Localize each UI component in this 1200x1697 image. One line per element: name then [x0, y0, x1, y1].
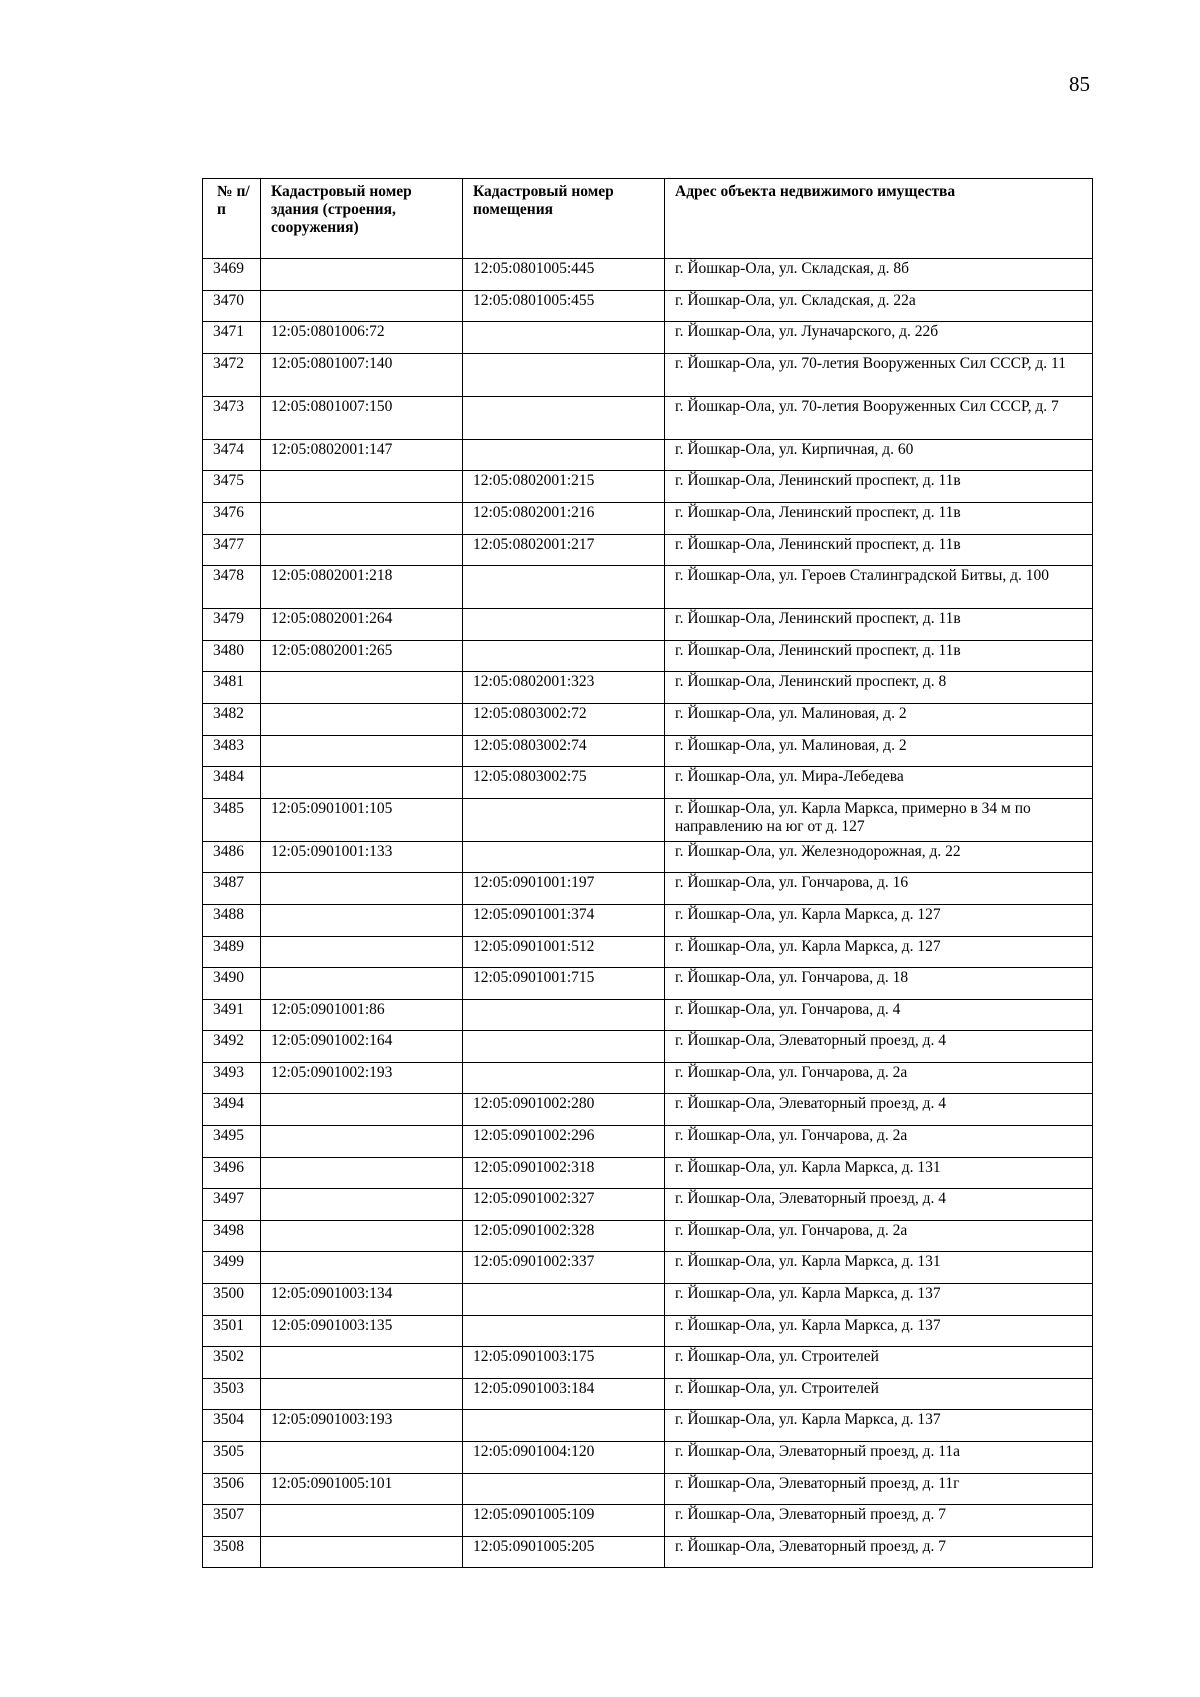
header-building-cadastral-number: Кадастровый номер здания (строения, сооружения) — [261, 179, 463, 259]
table-row — [203, 322, 1093, 354]
cell-building-cadastral-number — [261, 1094, 463, 1126]
cell-address: г. Йошкар-Ола, ул. Карла Маркса, д. 127 — [665, 936, 1093, 968]
cell-row-number: 3490 — [203, 968, 261, 1000]
table-row — [203, 672, 1093, 704]
cell-building-cadastral-number — [261, 1505, 463, 1537]
cell-row-number: 3473 — [203, 396, 261, 439]
cell-building-cadastral-number: 12:05:0901002:193 — [261, 1062, 463, 1094]
cell-building-cadastral-number: 12:05:0901001:86 — [261, 999, 463, 1031]
cell-building-cadastral-number — [261, 936, 463, 968]
cell-premises-cadastral-number: 12:05:0802001:216 — [463, 502, 665, 534]
cell-row-number: 3483 — [203, 735, 261, 767]
cell-premises-cadastral-number — [463, 841, 665, 873]
cell-building-cadastral-number: 12:05:0802001:264 — [261, 609, 463, 641]
cell-row-number: 3493 — [203, 1062, 261, 1094]
cell-premises-cadastral-number: 12:05:0901004:120 — [463, 1442, 665, 1474]
cell-address: г. Йошкар-Ола, ул. Гончарова, д. 16 — [665, 873, 1093, 905]
table-row — [203, 259, 1093, 291]
table-row — [203, 904, 1093, 936]
cell-building-cadastral-number — [261, 1442, 463, 1474]
table-row — [203, 1378, 1093, 1410]
cell-address: г. Йошкар-Ола, ул. Гончарова, д. 2а — [665, 1126, 1093, 1158]
cell-address: г. Йошкар-Ола, ул. Малиновая, д. 2 — [665, 703, 1093, 735]
cell-address: г. Йошкар-Ола, Ленинский проспект, д. 11в — [665, 640, 1093, 672]
cell-premises-cadastral-number — [463, 640, 665, 672]
cell-row-number: 3482 — [203, 703, 261, 735]
cell-premises-cadastral-number: 12:05:0901001:715 — [463, 968, 665, 1000]
table-row — [203, 1157, 1093, 1189]
cell-address: г. Йошкар-Ола, Ленинский проспект, д. 11в — [665, 534, 1093, 566]
cell-building-cadastral-number: 12:05:0901003:135 — [261, 1315, 463, 1347]
header-row-number: № п/п — [203, 179, 261, 259]
cell-premises-cadastral-number: 12:05:0901002:318 — [463, 1157, 665, 1189]
cell-row-number: 3495 — [203, 1126, 261, 1158]
cell-row-number: 3474 — [203, 439, 261, 471]
cell-address: г. Йошкар-Ола, ул. Строителей — [665, 1378, 1093, 1410]
cell-building-cadastral-number — [261, 290, 463, 322]
cell-building-cadastral-number: 12:05:0901005:101 — [261, 1473, 463, 1505]
cell-row-number: 3485 — [203, 798, 261, 841]
cell-premises-cadastral-number: 12:05:0901002:337 — [463, 1252, 665, 1284]
table-row — [203, 1315, 1093, 1347]
cell-building-cadastral-number — [261, 259, 463, 291]
table-row — [203, 290, 1093, 322]
cell-premises-cadastral-number — [463, 1410, 665, 1442]
cell-row-number: 3471 — [203, 322, 261, 354]
cell-premises-cadastral-number: 12:05:0901002:328 — [463, 1220, 665, 1252]
cell-row-number: 3481 — [203, 672, 261, 704]
cell-premises-cadastral-number: 12:05:0901005:205 — [463, 1536, 665, 1568]
cell-premises-cadastral-number: 12:05:0802001:323 — [463, 672, 665, 704]
cell-premises-cadastral-number — [463, 322, 665, 354]
cell-row-number: 3487 — [203, 873, 261, 905]
cell-row-number: 3503 — [203, 1378, 261, 1410]
cell-row-number: 3479 — [203, 609, 261, 641]
table-row — [203, 609, 1093, 641]
cell-premises-cadastral-number — [463, 353, 665, 396]
cell-building-cadastral-number — [261, 904, 463, 936]
table-row — [203, 1473, 1093, 1505]
table-header — [203, 179, 1093, 259]
table-body — [203, 259, 1093, 1568]
cell-row-number: 3469 — [203, 259, 261, 291]
cell-address: г. Йошкар-Ола, ул. Карла Маркса, д. 131 — [665, 1252, 1093, 1284]
table-row — [203, 1189, 1093, 1221]
cell-premises-cadastral-number — [463, 439, 665, 471]
cell-premises-cadastral-number: 12:05:0901001:512 — [463, 936, 665, 968]
header-premises-cadastral-number: Кадастровый номер помещения — [463, 179, 665, 259]
table-row — [203, 353, 1093, 396]
cell-row-number: 3489 — [203, 936, 261, 968]
cell-building-cadastral-number: 12:05:0901001:105 — [261, 798, 463, 841]
cell-building-cadastral-number: 12:05:0801006:72 — [261, 322, 463, 354]
cell-row-number: 3507 — [203, 1505, 261, 1537]
cell-address: г. Йошкар-Ола, Элеваторный проезд, д. 4 — [665, 1189, 1093, 1221]
property-register-table — [202, 178, 1093, 1568]
cell-address: г. Йошкар-Ола, Элеваторный проезд, д. 4 — [665, 1031, 1093, 1063]
cell-address: г. Йошкар-Ола, Ленинский проспект, д. 8 — [665, 672, 1093, 704]
cell-building-cadastral-number — [261, 1189, 463, 1221]
table-row — [203, 1347, 1093, 1379]
cell-address: г. Йошкар-Ола, ул. Луначарского, д. 22б — [665, 322, 1093, 354]
cell-row-number: 3499 — [203, 1252, 261, 1284]
cell-address: г. Йошкар-Ола, Ленинский проспект, д. 11в — [665, 471, 1093, 503]
cell-building-cadastral-number — [261, 735, 463, 767]
table-row — [203, 1410, 1093, 1442]
cell-row-number: 3480 — [203, 640, 261, 672]
cell-address: г. Йошкар-Ола, ул. Карла Маркса, д. 131 — [665, 1157, 1093, 1189]
cell-premises-cadastral-number: 12:05:0901002:296 — [463, 1126, 665, 1158]
cell-address: г. Йошкар-Ола, ул. Складская, д. 22а — [665, 290, 1093, 322]
cell-address: г. Йошкар-Ола, ул. Карла Маркса, примерно в 34 м по направлению на юг от д. 127 — [665, 798, 1093, 841]
cell-address: г. Йошкар-Ола, Ленинский проспект, д. 11в — [665, 609, 1093, 641]
cell-premises-cadastral-number — [463, 566, 665, 609]
cell-building-cadastral-number — [261, 672, 463, 704]
cell-address: г. Йошкар-Ола, Элеваторный проезд, д. 11г — [665, 1473, 1093, 1505]
table-row — [203, 640, 1093, 672]
cell-premises-cadastral-number — [463, 798, 665, 841]
cell-building-cadastral-number — [261, 767, 463, 799]
cell-premises-cadastral-number: 12:05:0803002:72 — [463, 703, 665, 735]
cell-premises-cadastral-number: 12:05:0901002:280 — [463, 1094, 665, 1126]
cell-row-number: 3505 — [203, 1442, 261, 1474]
cell-premises-cadastral-number: 12:05:0901001:374 — [463, 904, 665, 936]
cell-address: г. Йошкар-Ола, Элеваторный проезд, д. 7 — [665, 1505, 1093, 1537]
cell-address: г. Йошкар-Ола, ул. Гончарова, д. 4 — [665, 999, 1093, 1031]
cell-address: г. Йошкар-Ола, ул. Героев Сталинградской Битвы, д. 100 — [665, 566, 1093, 609]
cell-building-cadastral-number — [261, 1157, 463, 1189]
cell-row-number: 3475 — [203, 471, 261, 503]
cell-address: г. Йошкар-Ола, ул. Карла Маркса, д. 137 — [665, 1410, 1093, 1442]
cell-building-cadastral-number — [261, 1347, 463, 1379]
table-row — [203, 1505, 1093, 1537]
cell-building-cadastral-number: 12:05:0901003:134 — [261, 1284, 463, 1316]
cell-building-cadastral-number — [261, 1220, 463, 1252]
cell-building-cadastral-number: 12:05:0901002:164 — [261, 1031, 463, 1063]
cell-premises-cadastral-number — [463, 396, 665, 439]
cell-row-number: 3502 — [203, 1347, 261, 1379]
cell-address: г. Йошкар-Ола, Элеваторный проезд, д. 4 — [665, 1094, 1093, 1126]
cell-address: г. Йошкар-Ола, ул. Гончарова, д. 18 — [665, 968, 1093, 1000]
cell-premises-cadastral-number: 12:05:0803002:75 — [463, 767, 665, 799]
table-row — [203, 396, 1093, 439]
table-row — [203, 999, 1093, 1031]
cell-row-number: 3508 — [203, 1536, 261, 1568]
cell-address: г. Йошкар-Ола, ул. Малиновая, д. 2 — [665, 735, 1093, 767]
table-row — [203, 1536, 1093, 1568]
cell-premises-cadastral-number: 12:05:0901003:175 — [463, 1347, 665, 1379]
cell-building-cadastral-number — [261, 968, 463, 1000]
cell-address: г. Йошкар-Ола, ул. 70-летия Вооруженных Сил СССР, д. 11 — [665, 353, 1093, 396]
table-row — [203, 873, 1093, 905]
table-row — [203, 936, 1093, 968]
cell-address: г. Йошкар-Ола, ул. Складская, д. 8б — [665, 259, 1093, 291]
cell-premises-cadastral-number — [463, 999, 665, 1031]
cell-address: г. Йошкар-Ола, ул. Железнодорожная, д. 22 — [665, 841, 1093, 873]
cell-address: г. Йошкар-Ола, ул. Карла Маркса, д. 137 — [665, 1284, 1093, 1316]
cell-premises-cadastral-number: 12:05:0801005:445 — [463, 259, 665, 291]
cell-address: г. Йошкар-Ола, ул. Гончарова, д. 2а — [665, 1220, 1093, 1252]
cell-premises-cadastral-number: 12:05:0901003:184 — [463, 1378, 665, 1410]
cell-address: г. Йошкар-Ола, Ленинский проспект, д. 11в — [665, 502, 1093, 534]
cell-premises-cadastral-number: 12:05:0803002:74 — [463, 735, 665, 767]
table-row — [203, 703, 1093, 735]
cell-row-number: 3501 — [203, 1315, 261, 1347]
cell-building-cadastral-number — [261, 534, 463, 566]
cell-building-cadastral-number — [261, 1126, 463, 1158]
cell-premises-cadastral-number — [463, 1315, 665, 1347]
cell-row-number: 3486 — [203, 841, 261, 873]
cell-row-number: 3492 — [203, 1031, 261, 1063]
cell-premises-cadastral-number — [463, 609, 665, 641]
cell-row-number: 3498 — [203, 1220, 261, 1252]
table-row — [203, 1220, 1093, 1252]
cell-premises-cadastral-number: 12:05:0901002:327 — [463, 1189, 665, 1221]
cell-address: г. Йошкар-Ола, Элеваторный проезд, д. 7 — [665, 1536, 1093, 1568]
cell-premises-cadastral-number: 12:05:0802001:215 — [463, 471, 665, 503]
cell-address: г. Йошкар-Ола, ул. Гончарова, д. 2а — [665, 1062, 1093, 1094]
cell-row-number: 3476 — [203, 502, 261, 534]
cell-building-cadastral-number: 12:05:0801007:140 — [261, 353, 463, 396]
cell-row-number: 3494 — [203, 1094, 261, 1126]
table-row — [203, 534, 1093, 566]
table-row — [203, 1126, 1093, 1158]
cell-building-cadastral-number — [261, 471, 463, 503]
table-row — [203, 1252, 1093, 1284]
page-number: 85 — [1069, 72, 1090, 96]
cell-row-number: 3477 — [203, 534, 261, 566]
table-row — [203, 566, 1093, 609]
cell-row-number: 3470 — [203, 290, 261, 322]
cell-address: г. Йошкар-Ола, Элеваторный проезд, д. 11а — [665, 1442, 1093, 1474]
cell-building-cadastral-number: 12:05:0802001:265 — [261, 640, 463, 672]
cell-address: г. Йошкар-Ола, ул. Мира-Лебедева — [665, 767, 1093, 799]
cell-row-number: 3488 — [203, 904, 261, 936]
cell-building-cadastral-number — [261, 502, 463, 534]
table-row — [203, 1062, 1093, 1094]
cell-row-number: 3491 — [203, 999, 261, 1031]
header-address: Адрес объекта недвижимого имущества — [665, 179, 1093, 259]
cell-address: г. Йошкар-Ола, ул. Карла Маркса, д. 137 — [665, 1315, 1093, 1347]
table-row — [203, 439, 1093, 471]
table-row — [203, 798, 1093, 841]
cell-building-cadastral-number: 12:05:0802001:218 — [261, 566, 463, 609]
cell-row-number: 3504 — [203, 1410, 261, 1442]
cell-row-number: 3496 — [203, 1157, 261, 1189]
cell-row-number: 3478 — [203, 566, 261, 609]
table-row — [203, 841, 1093, 873]
table-row — [203, 471, 1093, 503]
cell-row-number: 3500 — [203, 1284, 261, 1316]
table-row — [203, 502, 1093, 534]
cell-address: г. Йошкар-Ола, ул. Карла Маркса, д. 127 — [665, 904, 1093, 936]
table-row — [203, 968, 1093, 1000]
cell-building-cadastral-number: 12:05:0901003:193 — [261, 1410, 463, 1442]
cell-row-number: 3472 — [203, 353, 261, 396]
cell-building-cadastral-number: 12:05:0901001:133 — [261, 841, 463, 873]
table-row — [203, 1031, 1093, 1063]
table-row — [203, 1284, 1093, 1316]
cell-address: г. Йошкар-Ола, ул. Кирпичная, д. 60 — [665, 439, 1093, 471]
cell-row-number: 3484 — [203, 767, 261, 799]
cell-building-cadastral-number: 12:05:0802001:147 — [261, 439, 463, 471]
cell-premises-cadastral-number — [463, 1062, 665, 1094]
cell-premises-cadastral-number — [463, 1473, 665, 1505]
cell-premises-cadastral-number — [463, 1031, 665, 1063]
cell-premises-cadastral-number: 12:05:0801005:455 — [463, 290, 665, 322]
cell-building-cadastral-number — [261, 1378, 463, 1410]
cell-building-cadastral-number — [261, 1252, 463, 1284]
cell-premises-cadastral-number: 12:05:0802001:217 — [463, 534, 665, 566]
cell-row-number: 3497 — [203, 1189, 261, 1221]
cell-building-cadastral-number: 12:05:0801007:150 — [261, 396, 463, 439]
table-row — [203, 1094, 1093, 1126]
table-row — [203, 735, 1093, 767]
cell-premises-cadastral-number: 12:05:0901005:109 — [463, 1505, 665, 1537]
cell-premises-cadastral-number: 12:05:0901001:197 — [463, 873, 665, 905]
table-row — [203, 767, 1093, 799]
cell-building-cadastral-number — [261, 1536, 463, 1568]
cell-building-cadastral-number — [261, 873, 463, 905]
cell-address: г. Йошкар-Ола, ул. 70-летия Вооруженных Сил СССР, д. 7 — [665, 396, 1093, 439]
cell-address: г. Йошкар-Ола, ул. Строителей — [665, 1347, 1093, 1379]
cell-row-number: 3506 — [203, 1473, 261, 1505]
table-row — [203, 1442, 1093, 1474]
cell-building-cadastral-number — [261, 703, 463, 735]
cell-premises-cadastral-number — [463, 1284, 665, 1316]
